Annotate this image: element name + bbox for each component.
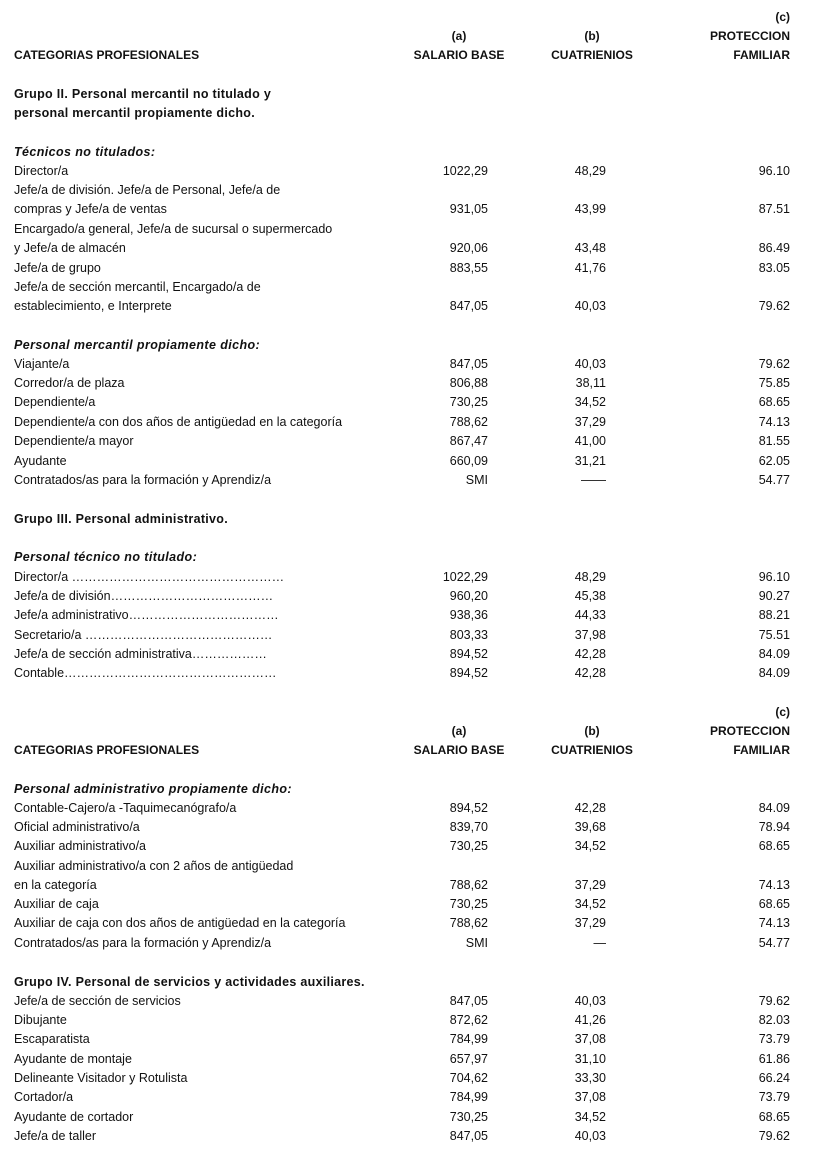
cuatrienios: 34,52 bbox=[574, 395, 606, 409]
cuatrienios: 34,52 bbox=[574, 1110, 606, 1124]
category-label: Jefe/a administrativo……………………………… bbox=[14, 608, 279, 622]
salario-base: 730,25 bbox=[449, 395, 488, 409]
proteccion-familiar: 74.13 bbox=[758, 415, 790, 429]
category-label: Dependiente/a bbox=[14, 395, 96, 409]
subgroup-title: Personal técnico no titulado: bbox=[14, 550, 198, 564]
cuatrienios: 31,10 bbox=[574, 1052, 606, 1066]
salario-base: 847,05 bbox=[449, 994, 488, 1008]
salario-base: 730,25 bbox=[449, 839, 488, 853]
table-row bbox=[0, 452, 814, 470]
salario-base: 931,05 bbox=[449, 202, 488, 216]
cuatrienios: 41,26 bbox=[574, 1013, 606, 1027]
cuatrienios: 41,76 bbox=[574, 261, 606, 275]
table-row bbox=[0, 568, 814, 586]
salario-base: 1022,29 bbox=[442, 164, 488, 178]
table-row bbox=[0, 626, 814, 644]
proteccion-familiar: 79.62 bbox=[758, 994, 790, 1008]
cuatrienios: 43,99 bbox=[574, 202, 606, 216]
table-row bbox=[0, 645, 814, 663]
cuatrienios: 45,38 bbox=[574, 589, 606, 603]
cuatrienios: 39,68 bbox=[574, 820, 606, 834]
table-row bbox=[0, 1050, 814, 1068]
salario-base: 960,20 bbox=[449, 589, 488, 603]
proteccion-familiar: 83.05 bbox=[758, 261, 790, 275]
cuatrienios: 34,52 bbox=[574, 839, 606, 853]
category-label-continued: establecimiento, e Interprete bbox=[14, 299, 172, 313]
salario-base: 704,62 bbox=[449, 1071, 488, 1085]
col-b-letter: (b) bbox=[584, 724, 600, 738]
table-row bbox=[0, 239, 814, 257]
cuatrienios: 42,28 bbox=[574, 801, 606, 815]
proteccion-familiar: 73.79 bbox=[758, 1090, 790, 1104]
salario-base: 847,05 bbox=[449, 299, 488, 313]
col-b-header: CUATRIENIOS bbox=[551, 743, 633, 757]
proteccion-familiar: 73.79 bbox=[758, 1032, 790, 1046]
table-row bbox=[0, 934, 814, 952]
proteccion-familiar: 79.62 bbox=[758, 1129, 790, 1143]
subgroup-title: Personal mercantil propiamente dicho: bbox=[14, 338, 261, 352]
salario-base: 784,99 bbox=[449, 1032, 488, 1046]
proteccion-familiar: 54.77 bbox=[758, 473, 790, 487]
cuatrienios: 40,03 bbox=[574, 1129, 606, 1143]
col-b-letter: (b) bbox=[584, 29, 600, 43]
category-label: Jefe/a de sección mercantil, Encargado/a de bbox=[14, 280, 261, 294]
salario-base: 867,47 bbox=[449, 434, 488, 448]
salario-base: 1022,29 bbox=[442, 570, 488, 584]
cuatrienios: 40,03 bbox=[574, 299, 606, 313]
table-row bbox=[0, 1108, 814, 1126]
proteccion-familiar: 68.65 bbox=[758, 395, 790, 409]
category-label: Auxiliar de caja bbox=[14, 897, 99, 911]
salario-base: 872,62 bbox=[449, 1013, 488, 1027]
category-label: Ayudante de cortador bbox=[14, 1110, 134, 1124]
category-label: Dependiente/a mayor bbox=[14, 434, 134, 448]
category-label: Auxiliar administrativo/a bbox=[14, 839, 146, 853]
proteccion-familiar: 66.24 bbox=[758, 1071, 790, 1085]
category-label: Contable…………………………………………… bbox=[14, 666, 277, 680]
group-title: Grupo III. Personal administrativo. bbox=[14, 512, 229, 526]
proteccion-familiar: 84.09 bbox=[758, 666, 790, 680]
col-c-header-line1: PROTECCION bbox=[709, 724, 790, 738]
salario-base: 938,36 bbox=[449, 608, 488, 622]
salario-base: 883,55 bbox=[449, 261, 488, 275]
category-label-continued: en la categoría bbox=[14, 878, 97, 892]
table-row bbox=[0, 200, 814, 218]
table-row bbox=[0, 413, 814, 431]
cuatrienios: 42,28 bbox=[574, 666, 606, 680]
salario-base: SMI bbox=[465, 473, 488, 487]
proteccion-familiar: 81.55 bbox=[758, 434, 790, 448]
salario-base: 788,62 bbox=[449, 415, 488, 429]
col-c-header-line2: FAMILIAR bbox=[733, 743, 790, 757]
cuatrienios: 43,48 bbox=[574, 241, 606, 255]
proteccion-familiar: 62.05 bbox=[758, 454, 790, 468]
proteccion-familiar: 86.49 bbox=[758, 241, 790, 255]
table-row bbox=[0, 587, 814, 605]
category-label: Jefe/a de grupo bbox=[14, 261, 101, 275]
salario-base: 839,70 bbox=[449, 820, 488, 834]
cuatrienios: 37,98 bbox=[574, 628, 606, 642]
proteccion-familiar: 75.85 bbox=[758, 376, 790, 390]
subgroup-title: Personal administrativo propiamente dicho: bbox=[14, 782, 292, 796]
cuatrienios: 42,28 bbox=[574, 647, 606, 661]
table-row bbox=[0, 799, 814, 817]
category-label-continued: y Jefe/a de almacén bbox=[14, 241, 126, 255]
salario-base: 894,52 bbox=[449, 666, 488, 680]
category-label: Escaparatista bbox=[14, 1032, 90, 1046]
table-row bbox=[0, 1088, 814, 1106]
table-row bbox=[0, 471, 814, 489]
salario-base: 657,97 bbox=[449, 1052, 488, 1066]
category-label: Encargado/a general, Jefe/a de sucursal o supermercado bbox=[14, 222, 333, 236]
salario-base: 730,25 bbox=[449, 1110, 488, 1124]
salario-base: 784,99 bbox=[449, 1090, 488, 1104]
col-category-header: CATEGORIAS PROFESIONALES bbox=[14, 743, 200, 757]
cuatrienios: 31,21 bbox=[574, 454, 606, 468]
category-label: Contratados/as para la formación y Aprendiz/a bbox=[14, 473, 272, 487]
cuatrienios: 41,00 bbox=[574, 434, 606, 448]
salario-base: 803,33 bbox=[449, 628, 488, 642]
cuatrienios: 37,29 bbox=[574, 916, 606, 930]
category-label: Ayudante de montaje bbox=[14, 1052, 132, 1066]
col-c-letter: (c) bbox=[775, 705, 790, 719]
group-title: Grupo IV. Personal de servicios y actividades auxiliares. bbox=[14, 975, 365, 989]
table-row bbox=[0, 162, 814, 180]
cuatrienios: 33,30 bbox=[574, 1071, 606, 1085]
table-row bbox=[0, 297, 814, 315]
table-row bbox=[0, 1069, 814, 1087]
col-c-letter: (c) bbox=[775, 10, 790, 24]
cuatrienios: 38,11 bbox=[575, 376, 606, 390]
salario-base: 847,05 bbox=[449, 357, 488, 371]
salario-base: 660,09 bbox=[449, 454, 488, 468]
table-row bbox=[0, 992, 814, 1010]
cuatrienios: 40,03 bbox=[574, 357, 606, 371]
cuatrienios: 40,03 bbox=[574, 994, 606, 1008]
category-label: Oficial administrativo/a bbox=[14, 820, 140, 834]
category-label: Dependiente/a con dos años de antigüedad en la categoría bbox=[14, 415, 343, 429]
salario-base: 894,52 bbox=[449, 647, 488, 661]
proteccion-familiar: 79.62 bbox=[758, 357, 790, 371]
category-label: Director/a …………………………………………… bbox=[14, 570, 285, 584]
salario-base: 730,25 bbox=[449, 897, 488, 911]
table-row bbox=[0, 355, 814, 373]
table-row bbox=[0, 1127, 814, 1145]
salario-base: 788,62 bbox=[449, 878, 488, 892]
group-title: Grupo II. Personal mercantil no titulado y bbox=[14, 87, 272, 101]
table-row bbox=[0, 606, 814, 624]
proteccion-familiar: 87.51 bbox=[758, 202, 790, 216]
proteccion-familiar: 68.65 bbox=[758, 839, 790, 853]
category-label: Contratados/as para la formación y Aprendiz/a bbox=[14, 936, 272, 950]
category-label: Delineante Visitador y Rotulista bbox=[14, 1071, 188, 1085]
salario-base: 847,05 bbox=[449, 1129, 488, 1143]
cuatrienios: 37,08 bbox=[574, 1090, 606, 1104]
col-b-header: CUATRIENIOS bbox=[551, 48, 633, 62]
table-row bbox=[0, 818, 814, 836]
col-category-header: CATEGORIAS PROFESIONALES bbox=[14, 48, 200, 62]
table-row bbox=[0, 1030, 814, 1048]
table-row bbox=[0, 259, 814, 277]
proteccion-familiar: 78.94 bbox=[758, 820, 790, 834]
cuatrienios: — bbox=[593, 936, 606, 950]
salario-base: 806,88 bbox=[449, 376, 488, 390]
col-a-header: SALARIO BASE bbox=[413, 48, 505, 62]
proteccion-familiar: 96.10 bbox=[758, 164, 790, 178]
proteccion-familiar: 88.21 bbox=[758, 608, 790, 622]
proteccion-familiar: 82.03 bbox=[758, 1013, 790, 1027]
table-row bbox=[0, 876, 814, 894]
table-row bbox=[0, 664, 814, 682]
table-row bbox=[0, 1011, 814, 1029]
proteccion-familiar: 96.10 bbox=[758, 570, 790, 584]
col-a-header: SALARIO BASE bbox=[413, 743, 505, 757]
category-label: Cortador/a bbox=[14, 1090, 74, 1104]
cuatrienios: 37,29 bbox=[574, 878, 606, 892]
category-label: Dibujante bbox=[14, 1013, 67, 1027]
category-label: Viajante/a bbox=[14, 357, 70, 371]
proteccion-familiar: 79.62 bbox=[758, 299, 790, 313]
col-c-header-line2: FAMILIAR bbox=[733, 48, 790, 62]
category-label: Corredor/a de plaza bbox=[14, 376, 125, 390]
cuatrienios: 48,29 bbox=[574, 164, 606, 178]
table-row bbox=[0, 914, 814, 932]
proteccion-familiar: 90.27 bbox=[758, 589, 790, 603]
proteccion-familiar: 84.09 bbox=[758, 647, 790, 661]
cuatrienios: 37,08 bbox=[574, 1032, 606, 1046]
salario-base: 894,52 bbox=[449, 801, 488, 815]
cuatrienios: 44,33 bbox=[574, 608, 606, 622]
proteccion-familiar: 74.13 bbox=[758, 878, 790, 892]
subgroup-title: Técnicos no titulados: bbox=[14, 145, 156, 159]
table-row bbox=[0, 432, 814, 450]
category-label: Director/a bbox=[14, 164, 69, 178]
cuatrienios: 48,29 bbox=[574, 570, 606, 584]
category-label: Jefe/a de sección administrativa……………… bbox=[14, 647, 267, 661]
category-label-continued: compras y Jefe/a de ventas bbox=[14, 202, 167, 216]
salario-base: 920,06 bbox=[449, 241, 488, 255]
proteccion-familiar: 68.65 bbox=[758, 1110, 790, 1124]
category-label: Auxiliar de caja con dos años de antigüedad en la categoría bbox=[14, 916, 346, 930]
table-row bbox=[0, 374, 814, 392]
category-label: Ayudante bbox=[14, 454, 67, 468]
category-label: Jefe/a de sección de servicios bbox=[14, 994, 181, 1008]
proteccion-familiar: 68.65 bbox=[758, 897, 790, 911]
col-a-letter: (a) bbox=[451, 724, 467, 738]
salario-base: 788,62 bbox=[449, 916, 488, 930]
category-label: Jefe/a de división. Jefe/a de Personal, Jefe/a de bbox=[14, 183, 281, 197]
cuatrienios: 37,29 bbox=[574, 415, 606, 429]
cuatrienios: —— bbox=[581, 473, 606, 487]
category-label: Auxiliar administrativo/a con 2 años de antigüedad bbox=[14, 859, 294, 873]
proteccion-familiar: 61.86 bbox=[758, 1052, 790, 1066]
proteccion-familiar: 74.13 bbox=[758, 916, 790, 930]
category-label: Jefe/a de división………………………………… bbox=[14, 589, 274, 603]
cuatrienios: 34,52 bbox=[574, 897, 606, 911]
proteccion-familiar: 84.09 bbox=[758, 801, 790, 815]
table-row bbox=[0, 895, 814, 913]
category-label: Secretario/a ……………………………………… bbox=[14, 628, 273, 642]
salario-base: SMI bbox=[465, 936, 488, 950]
proteccion-familiar: 54.77 bbox=[758, 936, 790, 950]
table-row bbox=[0, 393, 814, 411]
category-label: Contable-Cajero/a -Taquimecanógrafo/a bbox=[14, 801, 237, 815]
proteccion-familiar: 75.51 bbox=[758, 628, 790, 642]
col-c-header-line1: PROTECCION bbox=[709, 29, 790, 43]
group-title-continued: personal mercantil propiamente dicho. bbox=[14, 106, 256, 120]
col-a-letter: (a) bbox=[451, 29, 467, 43]
category-label: Jefe/a de taller bbox=[14, 1129, 96, 1143]
table-row bbox=[0, 837, 814, 855]
